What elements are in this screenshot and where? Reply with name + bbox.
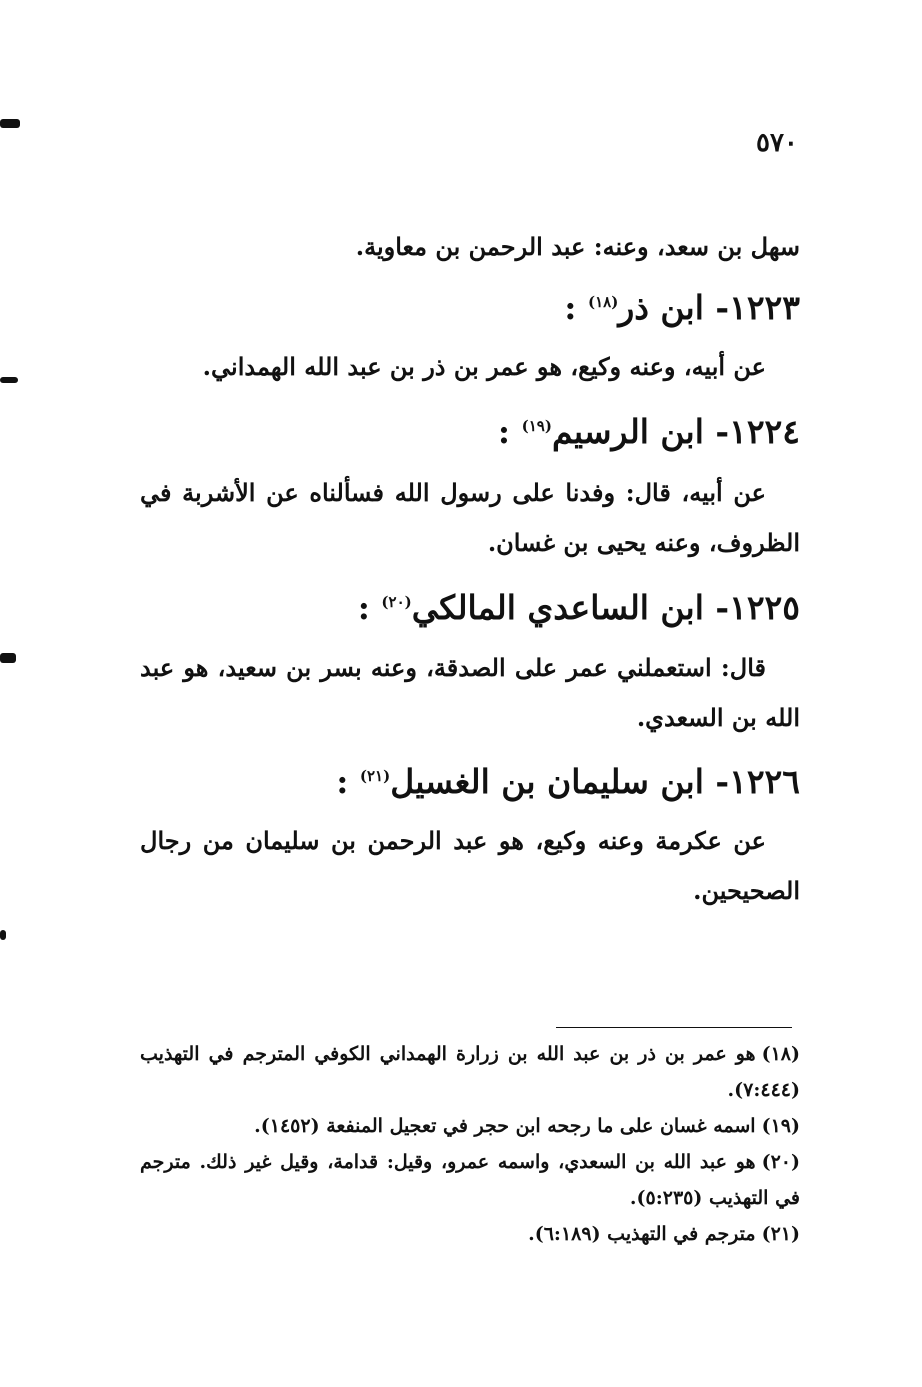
heading-title: ١٢٢٤- ابن الرسيم [551,412,800,451]
footnote-text: اسمه غسان على ما رجحه ابن حجر في تعجيل المنفعة (١٤٥٢). [254,1115,756,1137]
margin-mark [0,930,6,940]
footnote [140,1144,800,1216]
paragraph-text: عن أبيه، وعنه وكيع، هو عمر بن ذر بن عبد الله الهمداني. [202,352,766,381]
paragraph [140,643,800,743]
margin-mark [0,119,20,128]
heading-colon: : [564,288,588,327]
entry-heading [140,576,800,634]
footnote-number: (٢٠) [761,1151,800,1173]
paragraph [140,222,800,272]
entry-heading [140,400,800,458]
heading-title: ١٢٢٣- ابن ذر [618,288,800,327]
footnote [140,1108,800,1144]
entry-heading [140,276,800,334]
margin-mark [0,377,18,383]
footnote-text: مترجم في التهذيب (٦:١٨٩). [528,1223,756,1245]
footnote-ref[interactable]: (٢٠) [381,593,412,611]
footnote-text: هو عبد الله بن السعدي، واسمه عمرو، وقيل: قدامة، وقيل غير ذلك. مترجم في التهذيب (٥:٢٣٥). [140,1151,800,1209]
footnote-text: هو عمر بن ذر بن عبد الله بن زرارة الهمداني الكوفي المترجم في التهذيب (٧:٤٤٤). [140,1043,800,1101]
heading-colon: : [357,588,382,627]
paragraph-text: عن عكرمة وعنه وكيع، هو عبد الرحمن بن سليمان من رجال الصحيحين. [140,826,800,905]
paragraph-text: قال: استعملني عمر على الصدقة، وعنه بسر بن سعيد، هو عبد الله بن السعدي. [140,653,800,732]
footnote-ref[interactable]: (١٩) [521,417,552,435]
paragraph [140,816,800,916]
footnote-number: (٢١) [761,1223,800,1245]
footnotes [140,1036,800,1252]
paragraph-text: عن أبيه، قال: وفدنا على رسول الله فسألناه عن الأشربة في الظروف، وعنه يحيى بن غسان. [140,478,800,557]
margin-mark [0,653,16,663]
heading-colon: : [336,762,360,801]
paragraph-text: سهل بن سعد، وعنه: عبد الرحمن بن معاوية. [355,232,800,261]
footnote-number: (١٨) [761,1043,800,1065]
footnote [140,1216,800,1252]
footnote-number: (١٩) [761,1115,800,1137]
paragraph [140,468,800,568]
footnote-ref[interactable]: (٢١) [359,767,391,785]
heading-title: ١٢٢٦- ابن سليمان بن الغسيل [390,762,800,801]
paragraph [140,342,800,392]
footnote [140,1036,800,1108]
page-number: ٥٧٠ [756,128,798,158]
heading-title: ١٢٢٥- ابن الساعدي المالكي [411,588,800,627]
heading-colon: : [497,412,522,451]
footnote-separator [556,1027,792,1028]
entry-heading [140,750,800,808]
footnote-ref[interactable]: (١٨) [587,293,619,311]
